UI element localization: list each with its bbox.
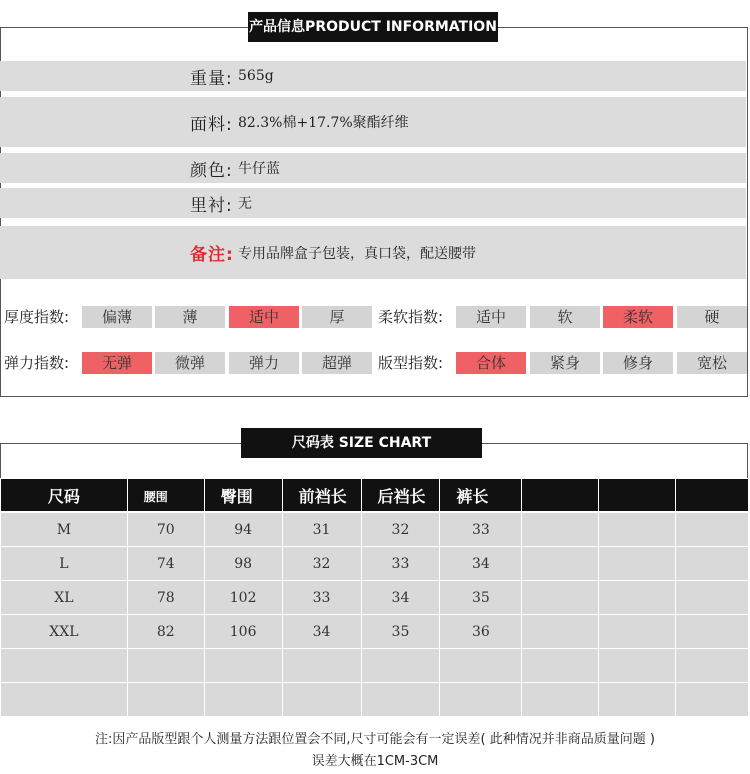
table-cell: 32 <box>361 512 440 547</box>
header-label: 前裆长 <box>298 486 347 506</box>
header-cell <box>676 479 749 513</box>
note-value: 专用品牌盒子包装，真口袋，配送腰带 <box>238 245 476 262</box>
header-label: 裤长 <box>456 486 489 506</box>
table-cell <box>1 683 128 717</box>
header-label: 臀围 <box>220 486 253 506</box>
info-row-weight <box>0 61 746 91</box>
header-label <box>522 486 538 505</box>
header-cell <box>522 479 599 513</box>
header-label <box>676 486 692 505</box>
weight-value: 565g <box>238 68 274 84</box>
fabric-value: 82.3%棉+17.7%聚酯纤维 <box>238 115 409 131</box>
table-cell <box>676 649 749 683</box>
header-cell <box>440 479 522 513</box>
fit-label: 版型指数: <box>378 354 444 372</box>
elasticity-option: 弹力 <box>229 352 299 374</box>
table-cell: 70 <box>127 512 204 547</box>
note-label: 备注: <box>190 245 234 265</box>
table-cell <box>204 683 282 717</box>
table-cell <box>522 649 599 683</box>
softness-option: 柔软 <box>603 306 673 328</box>
table-row <box>1 547 749 581</box>
color-label: 颜色: <box>190 160 233 181</box>
elasticity-option: 微弹 <box>155 352 225 374</box>
size-chart-title: 尺码表 SIZE CHART <box>241 428 482 458</box>
info-row-lining <box>0 188 746 218</box>
table-row <box>1 649 749 683</box>
table-cell: 98 <box>204 547 282 581</box>
header-cell <box>599 479 676 513</box>
table-cell <box>676 512 749 547</box>
header-cell <box>1 479 128 513</box>
table-cell <box>599 512 676 547</box>
header-cell <box>361 479 440 513</box>
table-cell <box>599 683 676 717</box>
table-cell <box>282 683 361 717</box>
softness-label: 柔软指数: <box>378 308 444 326</box>
table-cell: 34 <box>282 615 361 649</box>
header-label <box>599 486 615 505</box>
table-cell <box>676 581 749 615</box>
lining-value: 无 <box>238 196 252 212</box>
table-cell <box>676 683 749 717</box>
table-cell: 35 <box>361 615 440 649</box>
color-value: 牛仔蓝 <box>238 161 280 177</box>
table-cell: 78 <box>127 581 204 615</box>
size-chart-table <box>0 478 749 717</box>
table-cell: 94 <box>204 512 282 547</box>
footnote-line-1: 注:因产品版型跟个人测量方法跟位置会不同,尺寸可能会有一定误差( 此种情况并非商品质量问题 ) <box>95 732 655 747</box>
elasticity-option: 超弹 <box>302 352 372 374</box>
table-cell: 106 <box>204 615 282 649</box>
table-cell <box>599 581 676 615</box>
info-row-color <box>0 153 746 183</box>
size-chart-body <box>1 512 749 717</box>
table-cell: 34 <box>361 581 440 615</box>
table-cell <box>599 547 676 581</box>
table-cell <box>361 649 440 683</box>
thickness-label: 厚度指数: <box>4 308 70 326</box>
softness-option: 软 <box>530 306 600 328</box>
fabric-label: 面料: <box>190 114 233 135</box>
table-cell: 36 <box>440 615 522 649</box>
table-cell: M <box>1 512 128 547</box>
table-row <box>1 615 749 649</box>
table-cell <box>522 512 599 547</box>
table-cell: 33 <box>440 512 522 547</box>
table-cell <box>204 649 282 683</box>
header-label: 腰围 <box>143 489 168 504</box>
thickness-option: 适中 <box>229 306 299 328</box>
table-cell: 33 <box>361 547 440 581</box>
thickness-option: 薄 <box>155 306 225 328</box>
table-cell <box>522 683 599 717</box>
fit-option: 紧身 <box>530 352 600 374</box>
table-cell <box>522 615 599 649</box>
header-cell <box>282 479 361 513</box>
info-row-fabric <box>0 97 746 147</box>
table-cell <box>440 683 522 717</box>
table-row <box>1 581 749 615</box>
table-cell <box>282 649 361 683</box>
thickness-option: 偏薄 <box>82 306 152 328</box>
info-row-note <box>0 226 746 279</box>
table-cell: 35 <box>440 581 522 615</box>
footnote-line-2: 误差大概在1CM-3CM <box>311 754 439 769</box>
softness-option: 适中 <box>456 306 526 328</box>
header-cell <box>204 479 282 513</box>
table-cell: 82 <box>127 615 204 649</box>
table-cell <box>361 683 440 717</box>
table-cell <box>440 649 522 683</box>
table-cell: 32 <box>282 547 361 581</box>
table-cell: XXL <box>1 615 128 649</box>
softness-option: 硬 <box>677 306 747 328</box>
table-cell: 33 <box>282 581 361 615</box>
table-row <box>1 683 749 717</box>
elasticity-option: 无弹 <box>82 352 152 374</box>
fit-option: 修身 <box>603 352 673 374</box>
table-cell <box>676 547 749 581</box>
weight-label: 重量: <box>190 68 233 89</box>
lining-label: 里衬: <box>190 195 233 216</box>
table-cell: 31 <box>282 512 361 547</box>
table-cell <box>599 615 676 649</box>
table-cell: 34 <box>440 547 522 581</box>
rating-row-2 <box>0 352 748 374</box>
table-cell <box>522 581 599 615</box>
product-info-title: 产品信息PRODUCT INFORMATION <box>248 12 498 42</box>
table-cell <box>1 649 128 683</box>
fit-option: 宽松 <box>677 352 747 374</box>
header-label: 后裆长 <box>377 486 426 506</box>
table-cell: XL <box>1 581 128 615</box>
size-chart-header <box>1 479 749 513</box>
table-cell: 74 <box>127 547 204 581</box>
table-cell: 102 <box>204 581 282 615</box>
table-cell <box>522 547 599 581</box>
table-cell <box>127 683 204 717</box>
elasticity-label: 弹力指数: <box>4 354 70 372</box>
rating-row-1 <box>0 306 748 328</box>
table-cell: L <box>1 547 128 581</box>
header-cell <box>127 479 204 513</box>
table-cell <box>676 615 749 649</box>
fit-option: 合体 <box>456 352 526 374</box>
thickness-option: 厚 <box>302 306 372 328</box>
table-cell <box>599 649 676 683</box>
table-cell <box>127 649 204 683</box>
header-label: 尺码 <box>47 486 80 506</box>
table-row <box>1 512 749 547</box>
